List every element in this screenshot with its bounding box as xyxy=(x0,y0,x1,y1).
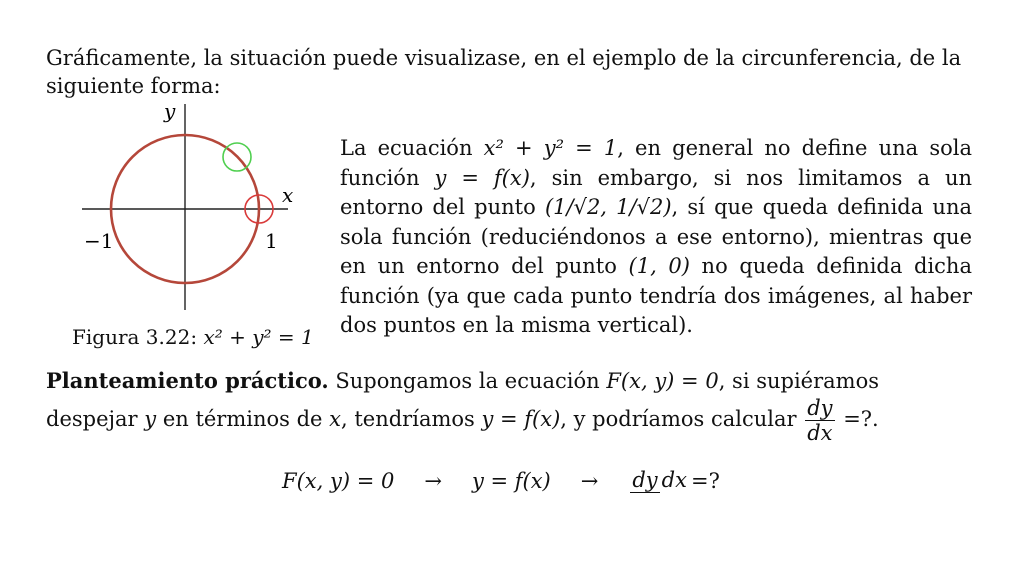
practice-text-2: , si supiéramos despejar xyxy=(46,369,879,431)
side-math-3: (1/√2, 1/√2) xyxy=(544,195,672,219)
practice-paragraph xyxy=(46,366,976,445)
fraction-numerator: dy xyxy=(807,396,833,420)
unit-circle-plot xyxy=(62,96,322,356)
practice-math-2: y xyxy=(144,407,157,431)
side-text-2: , en general no define una sola función xyxy=(340,136,972,190)
practice-text-4: , tendríamos xyxy=(341,407,482,431)
x-axis-label: x xyxy=(282,183,294,207)
fraction-denominator: dx xyxy=(661,468,687,492)
side-text-4: , sí que queda definida una sola función (reduciéndonos a ese entorno), mientras que en un entorno del punto xyxy=(340,195,973,278)
caption-prefix: Figura 3.22: xyxy=(72,325,204,349)
caption-math: x² + y² = 1 xyxy=(203,325,314,349)
fraction-denominator: dx xyxy=(807,421,833,445)
practice-heading: Planteamiento práctico. xyxy=(46,368,329,393)
side-text-3: , sin embargo, si nos limitamos a un entorno del punto xyxy=(340,165,973,219)
tick-neg-one: −1 xyxy=(84,229,114,253)
fraction-numerator: dy xyxy=(632,468,658,492)
side-math-4: (1, 0) xyxy=(628,254,690,278)
side-text-1: La ecuación xyxy=(340,136,484,160)
display-tail: =? xyxy=(690,468,720,493)
display-derivative-fraction xyxy=(630,468,689,493)
display-equation xyxy=(282,468,720,493)
arrow-icon: → xyxy=(424,468,442,493)
side-math-1: x² + y² = 1 xyxy=(483,136,618,160)
tick-pos-one: 1 xyxy=(265,229,278,253)
practice-text-6: =?. xyxy=(836,407,879,431)
display-left: F(x, y) = 0 xyxy=(282,468,395,493)
intro-paragraph: Gráficamente, la situación puede visualizase, en el ejemplo de la circunferencia, de la siguiente forma: xyxy=(46,46,962,98)
practice-math-4: y = f(x) xyxy=(481,407,561,431)
figure-caption xyxy=(72,325,314,349)
y-axis-label: y xyxy=(164,99,176,123)
practice-text-1: Supongamos la ecuación xyxy=(328,369,607,393)
practice-derivative-fraction xyxy=(805,396,834,445)
circle-figure xyxy=(62,96,322,356)
side-math-2: y = f(x) xyxy=(434,165,530,190)
arrow-icon: → xyxy=(580,468,599,493)
practice-text-5: , y podríamos calcular xyxy=(560,407,804,431)
practice-math-3: x xyxy=(329,407,341,431)
practice-text-3: en términos de xyxy=(156,407,330,431)
practice-math-1: F(x, y) = 0 xyxy=(606,369,719,393)
side-text-5: no queda definida dicha función (ya que cada punto tendría dos imágenes, al haber dos puntos en la misma vertical). xyxy=(340,254,972,337)
display-middle: y = f(x) xyxy=(471,468,551,493)
side-paragraph xyxy=(340,134,972,341)
